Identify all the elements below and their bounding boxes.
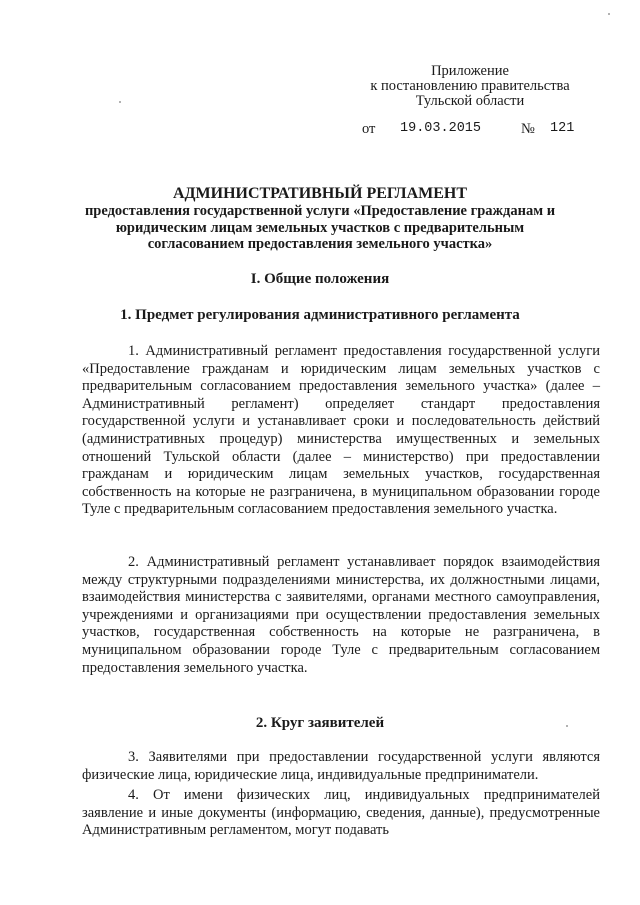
decree-from-label: от [362, 121, 376, 137]
scan-dot-mark [119, 101, 121, 103]
subsection-heading-subject: 1. Предмет регулирования административного регламента [120, 307, 520, 323]
document-title: АДМИНИСТРАТИВНЫЙ РЕГЛАМЕНТ [172, 185, 468, 202]
paragraph-2: 2. Административный регламент устанавливает порядок взаимодействия между структурными подразделениями министерства, их должностными лицами, взаимодействия министерства с заявителями, органами местного самоуправления, учреждениями и организациями при осуществлении предоставления земельных участков, государственная собственность на которые не разграничена, в муниципальном образовании городе Туле с предварительным согласованием предоставления земельного участка. [82, 554, 600, 676]
appendix-line-1: Приложение [431, 63, 509, 79]
decree-number: 121 [550, 121, 575, 136]
section-heading-general: I. Общие положения [250, 271, 390, 287]
document-title-block [80, 185, 560, 253]
appendix-line-3: Тульской области [415, 93, 525, 109]
document-subtitle: предоставления государственной услуги «Предоставление гражданам и юридическим лицам земельных участков с предварительным согласованием предоставления земельного участка» [84, 203, 556, 252]
paragraph-1: 1. Административный регламент предоставления государственной услуги «Предоставление гражданам и юридическим лицам земельных участков с предварительным согласованием предоставления земельного участка» (далее – Административный регламент) определяет стандарт предоставления государственной услуги и устанавливает сроки и последовательность действий (административных процедур) министерства имущественных и земельных отношений Тульской области (далее – министерство) при предоставлении гражданам и юридическим лицам земельных участков, государственная собственность на которые не разграничена, в муниципальном образовании городе Туле с предварительным согласованием предоставления земельного участка. [82, 343, 600, 518]
scan-dot-mark [608, 13, 610, 15]
paragraph-3: 3. Заявителями при предоставлении государственной услуги являются физические лица, юридические лица, индивидуальные предприниматели. [82, 749, 600, 783]
decree-date: 19.03.2015 [400, 121, 482, 136]
appendix-line-2: к постановлению правительства [370, 78, 570, 94]
scan-dot-mark [566, 725, 568, 727]
appendix-block [360, 64, 580, 109]
paragraph-4: 4. От имени физических лиц, индивидуальных предпринимателей заявление и иные документы (информацию, сведения, данные), предусмотренные Административным регламентом, могут подавать [82, 787, 600, 839]
decree-number-label: № [521, 121, 535, 137]
subsection-heading-applicants: 2. Круг заявителей [255, 715, 385, 731]
